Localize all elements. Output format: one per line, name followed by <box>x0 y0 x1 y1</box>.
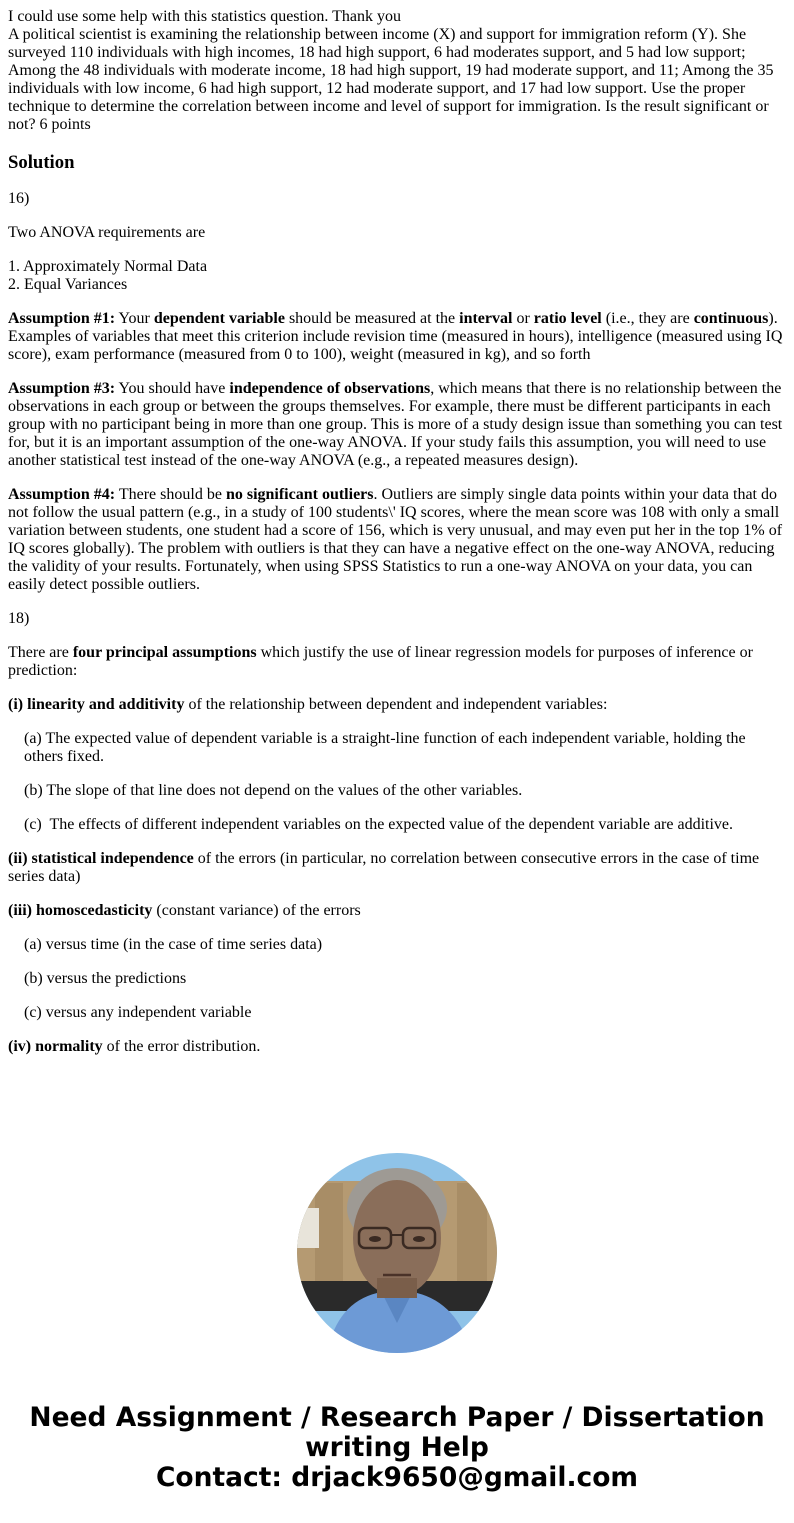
assumption-4 <box>8 486 786 594</box>
portrait-image <box>297 1153 497 1353</box>
promo-line-2: writing Help <box>305 1432 489 1463</box>
text: should be measured at the <box>284 310 460 327</box>
assumption-iii-b: (b) versus the predictions <box>24 970 187 987</box>
requirement-1: 1. Approximately Normal Data <box>8 258 208 275</box>
assumption-iii-label: (iii) homoscedasticity <box>8 902 153 919</box>
bold-term: four principal assumptions <box>72 644 257 661</box>
section-18-intro <box>8 644 786 680</box>
text: (i.e., they are <box>601 310 694 327</box>
question-intro: I could use some help with this statistics question. Thank you <box>8 8 401 25</box>
text: which justify the use of linear regression models for purposes of inference or prediction: <box>8 644 753 679</box>
regression-assumption-ii <box>8 850 786 886</box>
text: There are <box>8 644 73 661</box>
anova-requirements-list <box>8 258 786 294</box>
assumption-i-a: (a) The expected value of dependent variable is a straight-line function of each independent variable, holding the others fixed. <box>24 730 746 765</box>
text: Your <box>115 310 154 327</box>
text: . Outliers are simply single data points within your data that do not follow the usual pattern (e.g., in a study of 100 students\' IQ scores, where the mean score was 108 with only a small variation between students, one student had a score of 156, which is very unusual, and may even put her in the top 1% of IQ scores globally). The problem with outliers is that they can have a negative effect on the one-way ANOVA, reducing the validity of your results. Fortunately, when using SPSS Statistics to run a one-way ANOVA on your data, you can easily detect possible outliers. <box>8 486 783 593</box>
text: or <box>512 310 534 327</box>
text: of the relationship between dependent and independent variables: <box>184 696 608 713</box>
bold-term: continuous <box>693 310 769 327</box>
question-block <box>8 8 786 134</box>
assumption-i-label: (i) linearity and additivity <box>8 696 185 713</box>
assumption-4-label: Assumption #4: <box>8 486 116 503</box>
text: of the error distribution. <box>102 1038 261 1055</box>
assumption-iii-a: (a) versus time (in the case of time series data) <box>24 936 323 953</box>
requirement-2: 2. Equal Variances <box>8 276 128 293</box>
section-16-intro: Two ANOVA requirements are <box>8 224 206 241</box>
promo-contact: Contact: drjack9650@gmail.com <box>155 1462 639 1493</box>
regression-assumption-iv <box>8 1038 786 1056</box>
assumption-i-b: (b) The slope of that line does not depend on the values of the other variables. <box>24 782 523 799</box>
text: You should have <box>115 380 230 397</box>
assumption-i-c: (c) The effects of different independent variables on the expected value of the dependent variable are additive. <box>24 816 734 833</box>
assumption-ii-label: (ii) statistical independence <box>8 850 194 867</box>
bold-term: ratio level <box>533 310 602 327</box>
author-portrait <box>297 1153 497 1353</box>
assumption-3 <box>8 380 786 470</box>
bold-term: no significant outliers <box>225 486 374 503</box>
text: of the errors (in particular, no correlation between consecutive errors in the case of time series data) <box>8 850 760 885</box>
regression-assumption-i <box>8 696 786 714</box>
assumption-iv-label: (iv) normality <box>8 1038 103 1055</box>
section-16-number: 16) <box>8 190 30 207</box>
section-18-number: 18) <box>8 610 30 627</box>
assumption-1 <box>8 310 786 364</box>
promo-banner <box>0 1403 794 1493</box>
text: (constant variance) of the errors <box>152 902 361 919</box>
assumption-3-label: Assumption #3: <box>8 380 116 397</box>
text: There should be <box>115 486 226 503</box>
promo-line-1: Need Assignment / Research Paper / Dissertation <box>29 1402 765 1433</box>
bold-term: independence of observations <box>229 380 431 397</box>
solution-heading: Solution <box>8 152 75 173</box>
bold-term: dependent variable <box>153 310 285 327</box>
bold-term: interval <box>459 310 513 327</box>
question-body: A political scientist is examining the relationship between income (X) and support for immigration reform (Y). She surveyed 110 individuals with high incomes, 18 had high support, 6 had moderates support, and 5 had low support; Among the 48 individuals with moderate income, 18 had high support, 19 had moderate support, and 11; Among the 35 individuals with low income, 6 had high support, 12 had moderate support, and 17 had low support. Use the proper technique to determine the correlation between income and level of support for immigration. Is the result significant or not? 6 points <box>8 26 774 133</box>
regression-assumption-iii <box>8 902 786 920</box>
assumption-1-label: Assumption #1: <box>8 310 116 327</box>
text: ). Examples of variables that meet this criterion include revision time (measured in hours), intelligence (measured using IQ score), exam performance (measured from 0 to 100), weight (measured in kg), and so forth <box>8 310 783 363</box>
text: , which means that there is no relationship between the observations in each group or between the groups themselves. For example, there must be different participants in each group with no participant being in more than one group. This is more of a study design issue than something you can test for, but it is an important assumption of the one-way ANOVA. If your study fails this assumption, you will need to use another statistical test instead of the one-way ANOVA (e.g., a repeated measures design). <box>8 380 783 469</box>
assumption-iii-c: (c) versus any independent variable <box>24 1004 252 1021</box>
